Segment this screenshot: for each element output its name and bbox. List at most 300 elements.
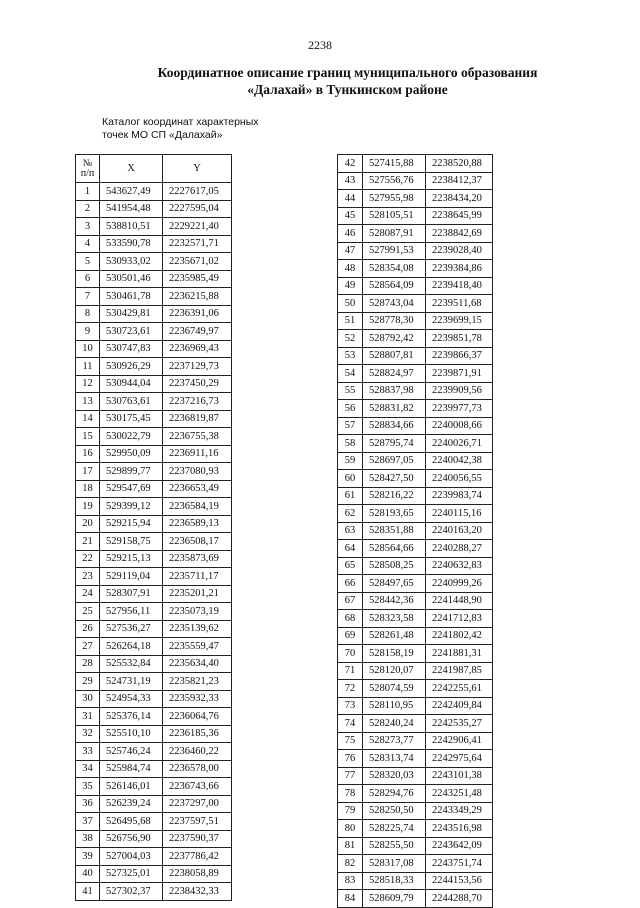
y-coordinate-cell: 2242975,64 <box>426 750 493 768</box>
y-coordinate-cell: 2227617,05 <box>163 183 232 201</box>
table-row <box>76 883 232 901</box>
point-number-cell: 1 <box>76 183 100 201</box>
point-number-cell: 7 <box>76 288 100 306</box>
point-number-cell: 11 <box>76 358 100 376</box>
x-coordinate-cell: 527956,11 <box>100 603 163 621</box>
y-coordinate-cell: 2237216,73 <box>163 393 232 411</box>
table-row <box>76 830 232 848</box>
table-row <box>338 417 493 435</box>
x-coordinate-cell: 528792,42 <box>363 330 426 348</box>
point-number-cell: 9 <box>76 323 100 341</box>
x-coordinate-cell: 541954,48 <box>100 200 163 218</box>
y-coordinate-cell: 2227595,04 <box>163 200 232 218</box>
y-coordinate-cell: 2242255,61 <box>426 680 493 698</box>
header-x: X <box>100 155 163 183</box>
table-row <box>76 655 232 673</box>
y-coordinate-cell: 2229221,40 <box>163 218 232 236</box>
table-row <box>76 690 232 708</box>
point-number-cell: 13 <box>76 393 100 411</box>
table-row <box>338 767 493 785</box>
point-number-cell: 51 <box>338 312 363 330</box>
x-coordinate-cell: 528193,65 <box>363 505 426 523</box>
point-number-cell: 38 <box>76 830 100 848</box>
table-row <box>76 848 232 866</box>
table-row <box>338 225 493 243</box>
title-line-1: Координатное описание границ муниципального образования <box>157 65 538 80</box>
table-row <box>76 410 232 428</box>
table-row <box>338 575 493 593</box>
x-coordinate-cell: 528824,97 <box>363 365 426 383</box>
table-row <box>76 778 232 796</box>
x-coordinate-cell: 528273,77 <box>363 732 426 750</box>
y-coordinate-cell: 2236185,36 <box>163 725 232 743</box>
coordinates-table-left <box>75 154 232 901</box>
point-number-cell: 33 <box>76 743 100 761</box>
x-coordinate-cell: 528307,91 <box>100 585 163 603</box>
x-coordinate-cell: 529399,12 <box>100 498 163 516</box>
point-number-cell: 81 <box>338 837 363 855</box>
catalog-caption <box>102 116 259 142</box>
table-row <box>76 865 232 883</box>
y-coordinate-cell: 2236584,19 <box>163 498 232 516</box>
table-row <box>76 218 232 236</box>
y-coordinate-cell: 2235671,02 <box>163 253 232 271</box>
y-coordinate-cell: 2238434,20 <box>426 190 493 208</box>
x-coordinate-cell: 528518,33 <box>363 872 426 890</box>
point-number-cell: 40 <box>76 865 100 883</box>
table-row <box>338 155 493 173</box>
y-coordinate-cell: 2243349,29 <box>426 802 493 820</box>
point-number-cell: 26 <box>76 620 100 638</box>
y-coordinate-cell: 2235201,21 <box>163 585 232 603</box>
point-number-cell: 47 <box>338 242 363 260</box>
table-row <box>76 288 232 306</box>
y-coordinate-cell: 2236969,43 <box>163 340 232 358</box>
y-coordinate-cell: 2241987,85 <box>426 662 493 680</box>
point-number-cell: 61 <box>338 487 363 505</box>
y-coordinate-cell: 2238520,88 <box>426 155 493 173</box>
y-coordinate-cell: 2243516,98 <box>426 820 493 838</box>
x-coordinate-cell: 528317,08 <box>363 855 426 873</box>
y-coordinate-cell: 2236743,66 <box>163 778 232 796</box>
x-coordinate-cell: 530944,04 <box>100 375 163 393</box>
x-coordinate-cell: 528110,95 <box>363 697 426 715</box>
point-number-cell: 65 <box>338 557 363 575</box>
table-row <box>338 382 493 400</box>
point-number-cell: 58 <box>338 435 363 453</box>
y-coordinate-cell: 2236391,06 <box>163 305 232 323</box>
table-row <box>338 802 493 820</box>
x-coordinate-cell: 530022,79 <box>100 428 163 446</box>
table-row <box>338 242 493 260</box>
x-coordinate-cell: 528831,82 <box>363 400 426 418</box>
y-coordinate-cell: 2240163,20 <box>426 522 493 540</box>
point-number-cell: 41 <box>76 883 100 901</box>
point-number-cell: 83 <box>338 872 363 890</box>
table-row <box>76 515 232 533</box>
x-coordinate-cell: 528255,50 <box>363 837 426 855</box>
table-row <box>76 813 232 831</box>
x-coordinate-cell: 528250,50 <box>363 802 426 820</box>
x-coordinate-cell: 528323,58 <box>363 610 426 628</box>
point-number-cell: 6 <box>76 270 100 288</box>
point-number-cell: 70 <box>338 645 363 663</box>
table-row <box>338 470 493 488</box>
table-row <box>338 557 493 575</box>
header-number <box>76 155 100 183</box>
y-coordinate-cell: 2239418,40 <box>426 277 493 295</box>
point-number-cell: 24 <box>76 585 100 603</box>
y-coordinate-cell: 2239699,15 <box>426 312 493 330</box>
y-coordinate-cell: 2236755,38 <box>163 428 232 446</box>
point-number-cell: 36 <box>76 795 100 813</box>
x-coordinate-cell: 524954,33 <box>100 690 163 708</box>
point-number-cell: 42 <box>338 155 363 173</box>
table-row <box>76 550 232 568</box>
y-coordinate-cell: 2237590,37 <box>163 830 232 848</box>
point-number-cell: 28 <box>76 655 100 673</box>
y-coordinate-cell: 2237297,00 <box>163 795 232 813</box>
table-row <box>76 620 232 638</box>
point-number-cell: 60 <box>338 470 363 488</box>
point-number-cell: 64 <box>338 540 363 558</box>
table-row <box>76 253 232 271</box>
table-row <box>338 645 493 663</box>
point-number-cell: 2 <box>76 200 100 218</box>
point-number-cell: 25 <box>76 603 100 621</box>
x-coordinate-cell: 526146,01 <box>100 778 163 796</box>
y-coordinate-cell: 2241802,42 <box>426 627 493 645</box>
table-row <box>76 795 232 813</box>
y-coordinate-cell: 2235985,49 <box>163 270 232 288</box>
y-coordinate-cell: 2242906,41 <box>426 732 493 750</box>
x-coordinate-cell: 529119,04 <box>100 568 163 586</box>
point-number-cell: 4 <box>76 235 100 253</box>
y-coordinate-cell: 2235711,17 <box>163 568 232 586</box>
x-coordinate-cell: 525746,24 <box>100 743 163 761</box>
y-coordinate-cell: 2238058,89 <box>163 865 232 883</box>
x-coordinate-cell: 526756,90 <box>100 830 163 848</box>
y-coordinate-cell: 2237597,51 <box>163 813 232 831</box>
x-coordinate-cell: 530926,29 <box>100 358 163 376</box>
coordinates-table-right <box>337 154 493 908</box>
y-coordinate-cell: 2240042,38 <box>426 452 493 470</box>
y-coordinate-cell: 2239028,40 <box>426 242 493 260</box>
point-number-cell: 8 <box>76 305 100 323</box>
point-number-cell: 79 <box>338 802 363 820</box>
point-number-cell: 5 <box>76 253 100 271</box>
x-coordinate-cell: 528427,50 <box>363 470 426 488</box>
table-row <box>76 760 232 778</box>
y-coordinate-cell: 2239511,68 <box>426 295 493 313</box>
point-number-cell: 35 <box>76 778 100 796</box>
point-number-cell: 30 <box>76 690 100 708</box>
x-coordinate-cell: 528807,81 <box>363 347 426 365</box>
y-coordinate-cell: 2243751,74 <box>426 855 493 873</box>
table-row <box>338 732 493 750</box>
point-number-cell: 80 <box>338 820 363 838</box>
y-coordinate-cell: 2243642,09 <box>426 837 493 855</box>
point-number-cell: 27 <box>76 638 100 656</box>
table-row <box>76 428 232 446</box>
table-row <box>338 662 493 680</box>
table-row <box>338 190 493 208</box>
point-number-cell: 15 <box>76 428 100 446</box>
point-number-cell: 59 <box>338 452 363 470</box>
point-number-cell: 20 <box>76 515 100 533</box>
table-row <box>338 890 493 908</box>
y-coordinate-cell: 2235873,69 <box>163 550 232 568</box>
x-coordinate-cell: 530461,78 <box>100 288 163 306</box>
table-row <box>338 820 493 838</box>
document-title <box>120 64 575 98</box>
y-coordinate-cell: 2240632,83 <box>426 557 493 575</box>
x-coordinate-cell: 527004,03 <box>100 848 163 866</box>
table-row <box>338 172 493 190</box>
point-number-cell: 66 <box>338 575 363 593</box>
x-coordinate-cell: 528609,79 <box>363 890 426 908</box>
table-row <box>76 638 232 656</box>
table-row <box>76 200 232 218</box>
table-row <box>76 533 232 551</box>
y-coordinate-cell: 2236819,87 <box>163 410 232 428</box>
point-number-cell: 18 <box>76 480 100 498</box>
table-row <box>338 697 493 715</box>
table-row <box>338 312 493 330</box>
x-coordinate-cell: 529215,13 <box>100 550 163 568</box>
point-number-cell: 48 <box>338 260 363 278</box>
table-row <box>338 592 493 610</box>
y-coordinate-cell: 2236508,17 <box>163 533 232 551</box>
y-coordinate-cell: 2236064,76 <box>163 708 232 726</box>
page-number: 2238 <box>308 38 332 52</box>
point-number-cell: 12 <box>76 375 100 393</box>
x-coordinate-cell: 528105,51 <box>363 207 426 225</box>
y-coordinate-cell: 2235634,40 <box>163 655 232 673</box>
point-number-cell: 74 <box>338 715 363 733</box>
table-row <box>338 750 493 768</box>
x-coordinate-cell: 528216,22 <box>363 487 426 505</box>
point-number-cell: 57 <box>338 417 363 435</box>
x-coordinate-cell: 528564,09 <box>363 277 426 295</box>
x-coordinate-cell: 529950,09 <box>100 445 163 463</box>
table-row <box>338 540 493 558</box>
y-coordinate-cell: 2239977,73 <box>426 400 493 418</box>
point-number-cell: 34 <box>76 760 100 778</box>
y-coordinate-cell: 2236589,13 <box>163 515 232 533</box>
point-number-cell: 29 <box>76 673 100 691</box>
table-row <box>76 270 232 288</box>
x-coordinate-cell: 527991,53 <box>363 242 426 260</box>
point-number-cell: 55 <box>338 382 363 400</box>
point-number-cell: 68 <box>338 610 363 628</box>
point-number-cell: 39 <box>76 848 100 866</box>
table-row <box>76 358 232 376</box>
x-coordinate-cell: 528261,48 <box>363 627 426 645</box>
table-row <box>338 277 493 295</box>
y-coordinate-cell: 2237786,42 <box>163 848 232 866</box>
header-number-line-2: п/п <box>80 167 95 179</box>
table-row <box>338 837 493 855</box>
x-coordinate-cell: 528240,24 <box>363 715 426 733</box>
table-row <box>76 708 232 726</box>
table-row <box>76 375 232 393</box>
x-coordinate-cell: 526239,24 <box>100 795 163 813</box>
y-coordinate-cell: 2238432,33 <box>163 883 232 901</box>
x-coordinate-cell: 528837,98 <box>363 382 426 400</box>
table-row <box>76 603 232 621</box>
point-number-cell: 50 <box>338 295 363 313</box>
x-coordinate-cell: 528320,03 <box>363 767 426 785</box>
y-coordinate-cell: 2244288,70 <box>426 890 493 908</box>
y-coordinate-cell: 2236578,00 <box>163 760 232 778</box>
table-row <box>76 323 232 341</box>
x-coordinate-cell: 530933,02 <box>100 253 163 271</box>
y-coordinate-cell: 2236911,16 <box>163 445 232 463</box>
x-coordinate-cell: 529899,77 <box>100 463 163 481</box>
x-coordinate-cell: 533590,78 <box>100 235 163 253</box>
x-coordinate-cell: 527536,27 <box>100 620 163 638</box>
y-coordinate-cell: 2235073,19 <box>163 603 232 621</box>
table-row <box>338 872 493 890</box>
point-number-cell: 23 <box>76 568 100 586</box>
y-coordinate-cell: 2242535,27 <box>426 715 493 733</box>
table-row <box>338 435 493 453</box>
point-number-cell: 16 <box>76 445 100 463</box>
y-coordinate-cell: 2237129,73 <box>163 358 232 376</box>
table-row <box>338 400 493 418</box>
point-number-cell: 45 <box>338 207 363 225</box>
x-coordinate-cell: 528313,74 <box>363 750 426 768</box>
y-coordinate-cell: 2241881,31 <box>426 645 493 663</box>
point-number-cell: 72 <box>338 680 363 698</box>
point-number-cell: 32 <box>76 725 100 743</box>
table-row <box>76 673 232 691</box>
x-coordinate-cell: 528225,74 <box>363 820 426 838</box>
point-number-cell: 82 <box>338 855 363 873</box>
point-number-cell: 17 <box>76 463 100 481</box>
x-coordinate-cell: 528354,08 <box>363 260 426 278</box>
x-coordinate-cell: 543627,49 <box>100 183 163 201</box>
x-coordinate-cell: 528497,65 <box>363 575 426 593</box>
x-coordinate-cell: 538810,51 <box>100 218 163 236</box>
table-row <box>76 743 232 761</box>
table-row <box>76 235 232 253</box>
point-number-cell: 69 <box>338 627 363 645</box>
y-coordinate-cell: 2243101,38 <box>426 767 493 785</box>
x-coordinate-cell: 528294,76 <box>363 785 426 803</box>
x-coordinate-cell: 528087,91 <box>363 225 426 243</box>
x-coordinate-cell: 530763,61 <box>100 393 163 411</box>
x-coordinate-cell: 528442,36 <box>363 592 426 610</box>
x-coordinate-cell: 528351,88 <box>363 522 426 540</box>
y-coordinate-cell: 2235932,33 <box>163 690 232 708</box>
table-row <box>338 522 493 540</box>
x-coordinate-cell: 525376,14 <box>100 708 163 726</box>
point-number-cell: 43 <box>338 172 363 190</box>
point-number-cell: 54 <box>338 365 363 383</box>
point-number-cell: 53 <box>338 347 363 365</box>
table-row <box>338 680 493 698</box>
y-coordinate-cell: 2238412,37 <box>426 172 493 190</box>
x-coordinate-cell: 528074,59 <box>363 680 426 698</box>
y-coordinate-cell: 2238645,99 <box>426 207 493 225</box>
point-number-cell: 31 <box>76 708 100 726</box>
table-row <box>76 445 232 463</box>
table-row <box>338 855 493 873</box>
y-coordinate-cell: 2244153,56 <box>426 872 493 890</box>
y-coordinate-cell: 2243251,48 <box>426 785 493 803</box>
y-coordinate-cell: 2240288,27 <box>426 540 493 558</box>
table-row <box>338 487 493 505</box>
y-coordinate-cell: 2241712,83 <box>426 610 493 628</box>
y-coordinate-cell: 2239851,78 <box>426 330 493 348</box>
table-row <box>76 725 232 743</box>
x-coordinate-cell: 530501,46 <box>100 270 163 288</box>
title-line-2: «Далахай» в Тункинском районе <box>247 82 448 97</box>
table-header-row <box>76 155 232 183</box>
y-coordinate-cell: 2239909,56 <box>426 382 493 400</box>
x-coordinate-cell: 527556,76 <box>363 172 426 190</box>
table-row <box>338 260 493 278</box>
point-number-cell: 10 <box>76 340 100 358</box>
table-row <box>338 715 493 733</box>
point-number-cell: 44 <box>338 190 363 208</box>
table-row <box>338 452 493 470</box>
x-coordinate-cell: 525532,84 <box>100 655 163 673</box>
table-row <box>338 627 493 645</box>
y-coordinate-cell: 2240115,16 <box>426 505 493 523</box>
x-coordinate-cell: 528778,30 <box>363 312 426 330</box>
table-row <box>76 393 232 411</box>
point-number-cell: 63 <box>338 522 363 540</box>
x-coordinate-cell: 528743,04 <box>363 295 426 313</box>
y-coordinate-cell: 2240999,26 <box>426 575 493 593</box>
table-row <box>76 183 232 201</box>
header-number-line-1: № <box>82 157 93 169</box>
table-row <box>338 785 493 803</box>
table-row <box>338 295 493 313</box>
y-coordinate-cell: 2236749,97 <box>163 323 232 341</box>
y-coordinate-cell: 2236460,22 <box>163 743 232 761</box>
table-row <box>76 498 232 516</box>
x-coordinate-cell: 526495,68 <box>100 813 163 831</box>
point-number-cell: 78 <box>338 785 363 803</box>
point-number-cell: 19 <box>76 498 100 516</box>
x-coordinate-cell: 528697,05 <box>363 452 426 470</box>
x-coordinate-cell: 525510,10 <box>100 725 163 743</box>
point-number-cell: 62 <box>338 505 363 523</box>
x-coordinate-cell: 530723,61 <box>100 323 163 341</box>
y-coordinate-cell: 2235559,47 <box>163 638 232 656</box>
point-number-cell: 46 <box>338 225 363 243</box>
caption-line-1: Каталог координат характерных <box>102 116 259 128</box>
x-coordinate-cell: 528795,74 <box>363 435 426 453</box>
y-coordinate-cell: 2239384,86 <box>426 260 493 278</box>
point-number-cell: 22 <box>76 550 100 568</box>
x-coordinate-cell: 529158,75 <box>100 533 163 551</box>
y-coordinate-cell: 2235139,62 <box>163 620 232 638</box>
table-row <box>76 305 232 323</box>
point-number-cell: 3 <box>76 218 100 236</box>
point-number-cell: 52 <box>338 330 363 348</box>
table-row <box>338 505 493 523</box>
y-coordinate-cell: 2238842,69 <box>426 225 493 243</box>
point-number-cell: 77 <box>338 767 363 785</box>
y-coordinate-cell: 2236215,88 <box>163 288 232 306</box>
table-row <box>76 463 232 481</box>
x-coordinate-cell: 528120,07 <box>363 662 426 680</box>
